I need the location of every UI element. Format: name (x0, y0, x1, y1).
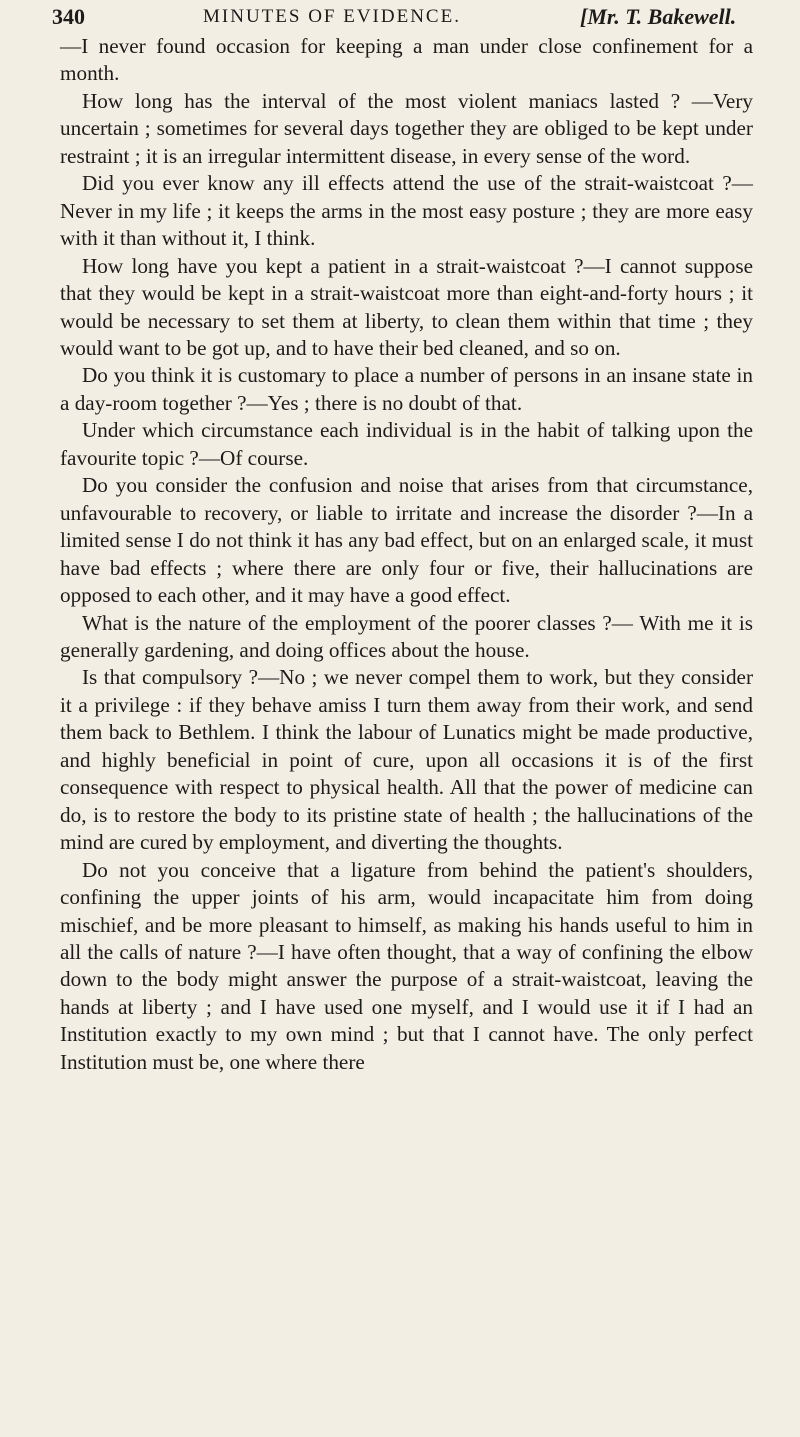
paragraph-question-interval: How long has the interval of the most violent maniacs lasted ? —Very uncertain ; sometimes for several days together they are obliged to be kept under restraint ; it is an irregular intermittent disease, in every sense of the word. (60, 88, 753, 168)
paragraph-question-employment: What is the nature of the employment of the poorer classes ?— With me it is generally gardening, and doing offices about the house. (60, 610, 753, 662)
paragraph-question-duration: How long have you kept a patient in a strait-waistcoat ?—I cannot suppose that they would be kept in a strait-waistcoat more than eight-and-forty hours ; it would be necessary to set them at liberty, to clean them within that time ; they would want to be got up, and to have their bed cleaned, and so on. (60, 253, 753, 360)
paragraph-question-compulsory: Is that compulsory ?—No ; we never compel them to work, but they consider it a privilege : if they behave amiss I turn them away from their work, and send them back to Bethlem. I think the labour of Lunatics might be made productive, and highly beneficial in point of cure, upon all occasions it is of the first consequence with respect to physical health. All that the power of medicine can do, is to restore the body to its pristine state of health ; the hallucinations of the mind are cured by employment, and diverting the thoughts. (60, 665, 753, 855)
paragraph-question-confusion: Do you consider the confusion and noise that arises from that circumstance, unfavourable to recovery, or liable to irritate and increase the disorder ?—In a limited sense I do not think it has any bad effect, but on an enlarged scale, it must have bad effects ; where there are only four or five, their hallucinations are opposed to each other, and it may have a good effect. (60, 473, 753, 608)
page-header (52, 0, 782, 34)
paragraph-question-day-room: Do you think it is customary to place a number of persons in an insane state in a day-room together ?—Yes ; there is no doubt of that. (60, 363, 753, 415)
running-head: MINUTES OF EVIDENCE. (203, 6, 461, 27)
witness-name: [Mr. T. Bakewell. (580, 4, 737, 29)
paragraph-continuation: —I never found occasion for keeping a man under close confinement for a month. (60, 34, 753, 86)
paragraph-question-ligature: Do not you conceive that a ligature from behind the patient's shoulders, confining the upper joints of his arm, would incapacitate him from doing mischief, and be more pleasant to himself, as making his hands useful to him in all the calls of nature ?—I have often thought, that a way of confining the elbow down to the body might answer the purpose of a strait-waistcoat, leaving the hands at liberty ; and I have used one myself, and I would use it if I had an Institution exactly to my own mind ; but that I cannot have. The only perfect Institution must be, one where there (60, 857, 753, 1074)
page-number: 340 (52, 4, 85, 29)
paragraph-question-favourite-topic: Under which circumstance each individual is in the habit of talking upon the favourite topic ?—Of course. (60, 418, 753, 470)
body-text (60, 33, 753, 1076)
paragraph-question-ill-effects: Did you ever know any ill effects attend the use of the strait-waistcoat ?—Never in my life ; it keeps the arms in the most easy posture ; they are more easy with it than without it, I think. (60, 171, 753, 251)
